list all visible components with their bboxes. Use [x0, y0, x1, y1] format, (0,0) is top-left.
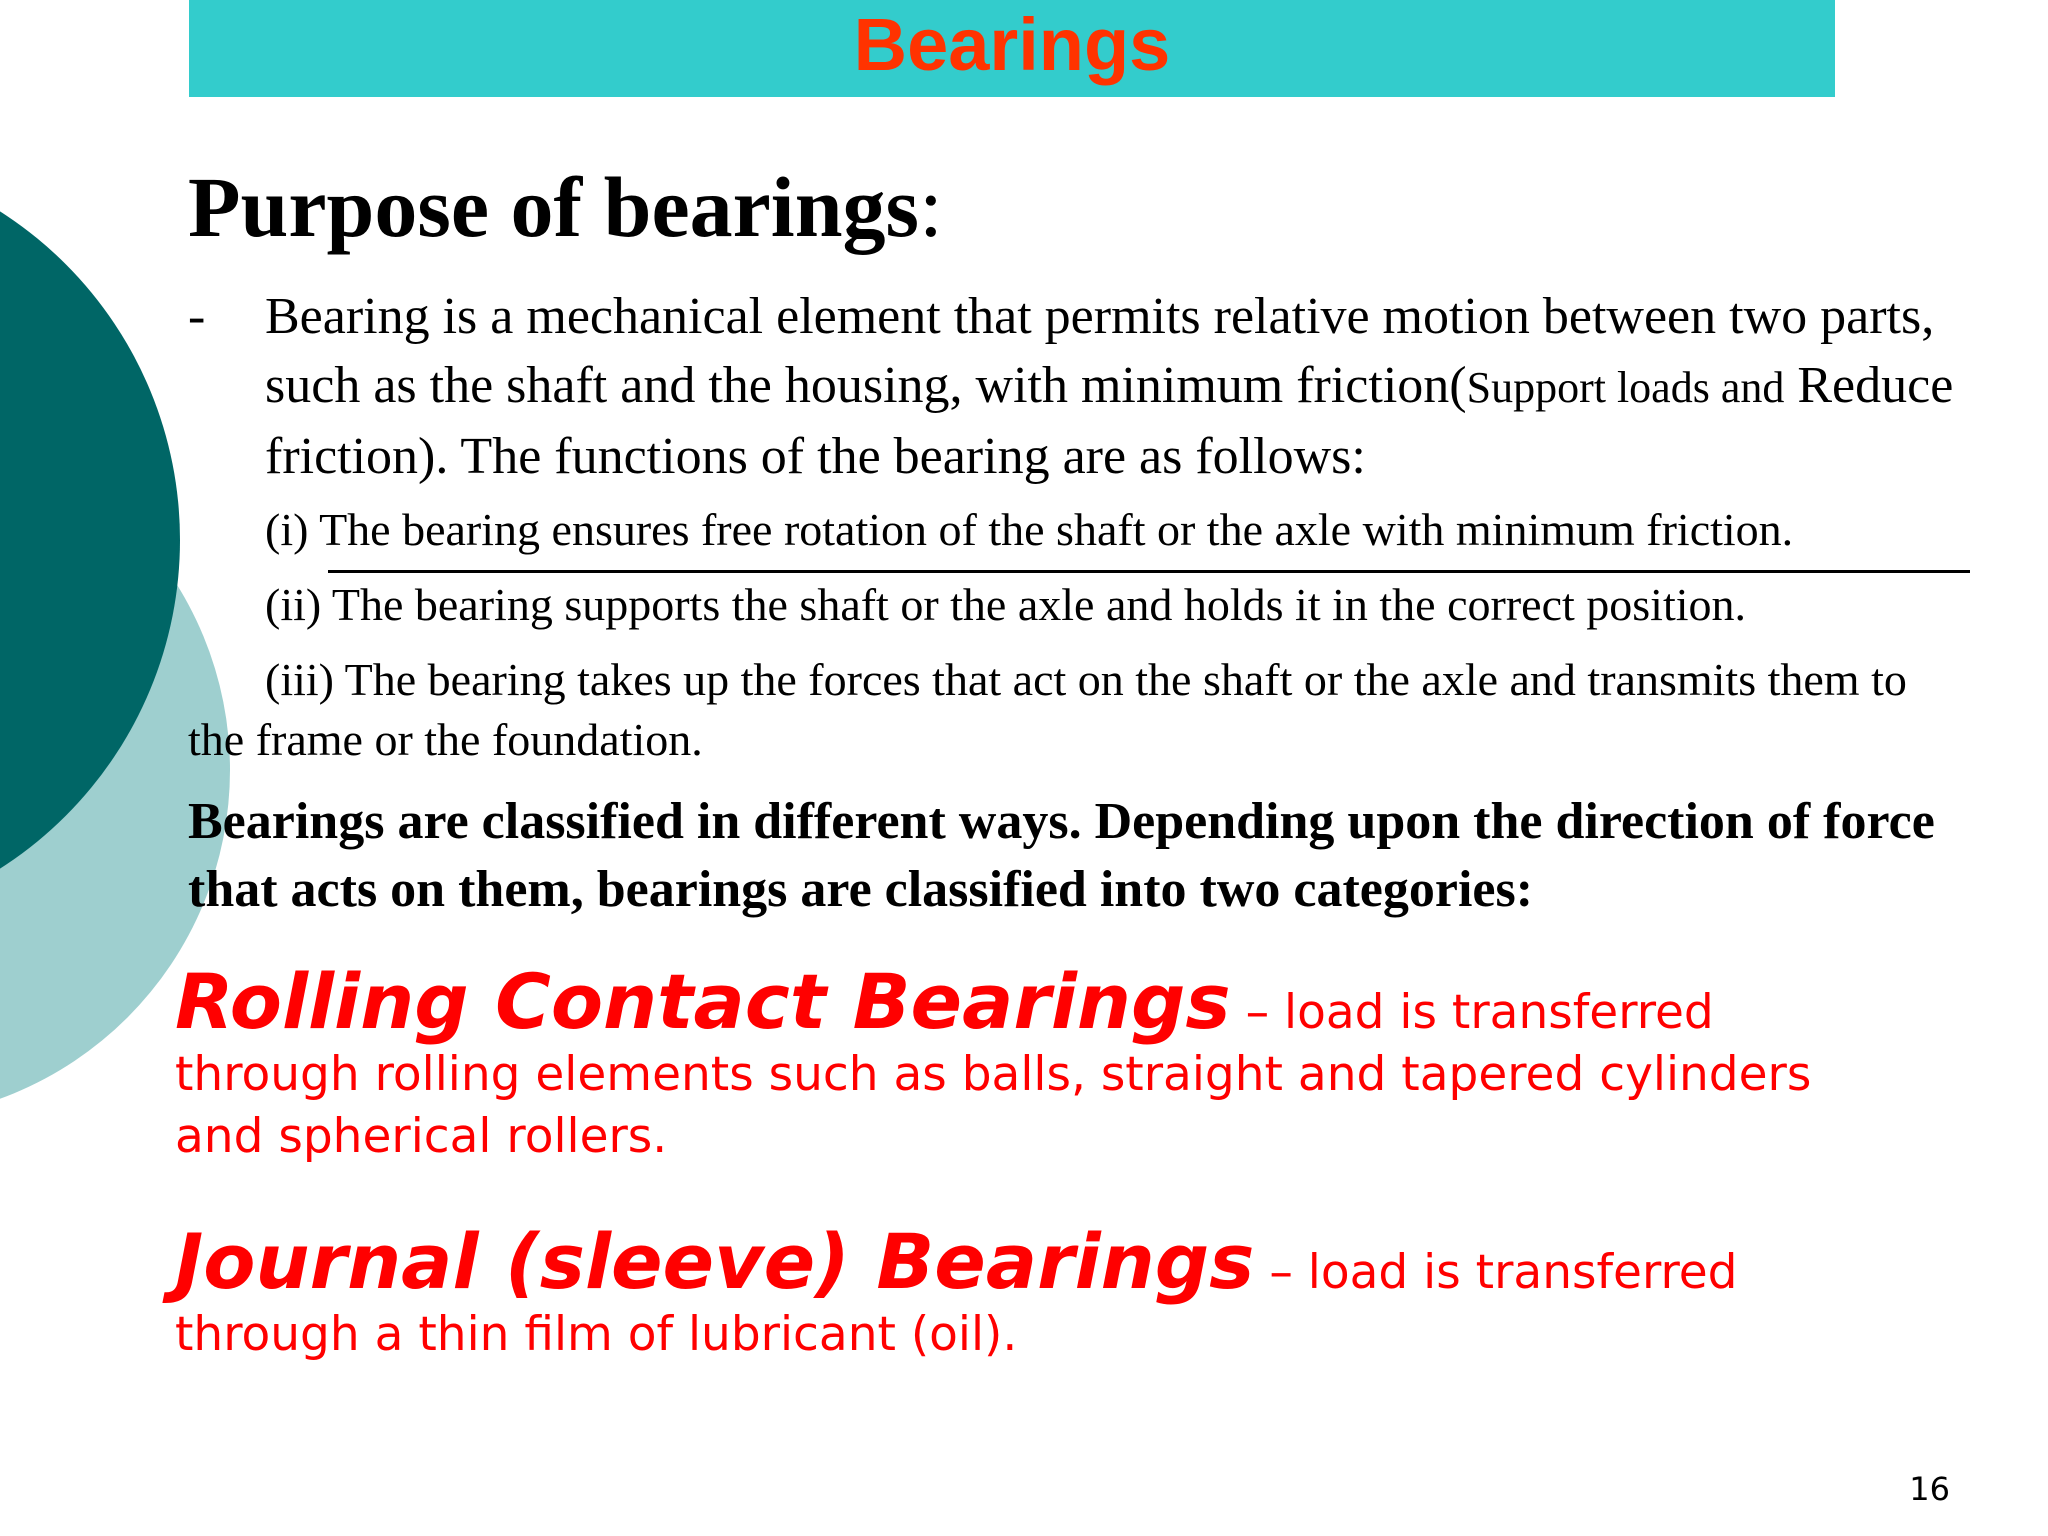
underline-divider [328, 570, 1970, 573]
bearing-type-journal [175, 1217, 1875, 1366]
bearing-type-description: – load is transferred through a thin film of lubricant (oil). [175, 1245, 1738, 1362]
bearing-type-name: Journal (sleeve) Bearings [175, 1217, 1255, 1306]
title-bar [189, 0, 1835, 97]
intro-body [265, 282, 1998, 491]
slide-title: Bearings [853, 2, 1171, 86]
page-number: 16 [1909, 1470, 1950, 1508]
function-item-1: (i) The bearing ensures free rotation of the shaft or the axle with minimum friction. [265, 504, 1794, 555]
intro-text-part-2: Reduce friction). The functions of the bearing are as follows: [265, 357, 1954, 485]
bearing-type-rolling [175, 957, 1875, 1168]
section-heading-colon: : [919, 159, 943, 255]
bearing-type-description: – load is transferred through rolling elements such as balls, straight and tapered cylinders and spherical rollers. [175, 985, 1812, 1164]
intro-text-part-1: Bearing is a mechanical element that permits relative motion between two parts, such as the shaft and the housing, with minimum friction( [265, 288, 1935, 414]
intro-paragraph [188, 282, 1998, 491]
section-heading [188, 160, 943, 255]
classification-paragraph: Bearings are classified in different ways. Depending upon the direction of force that acts on them, bearings are classified into two categories: [188, 793, 1935, 918]
section-heading-text: Purpose of bearings [188, 159, 919, 255]
intro-text-small: Support loads and [1466, 363, 1785, 412]
function-item-2: (ii) The bearing supports the shaft or the axle and holds it in the correct position. [265, 579, 1747, 630]
function-item-3: (iii) The bearing takes up the forces that act on the shaft or the axle and transmits them to the frame or the foundation. [188, 654, 1907, 765]
bearing-type-name: Rolling Contact Bearings [175, 957, 1231, 1046]
bullet-dash: - [188, 288, 206, 345]
